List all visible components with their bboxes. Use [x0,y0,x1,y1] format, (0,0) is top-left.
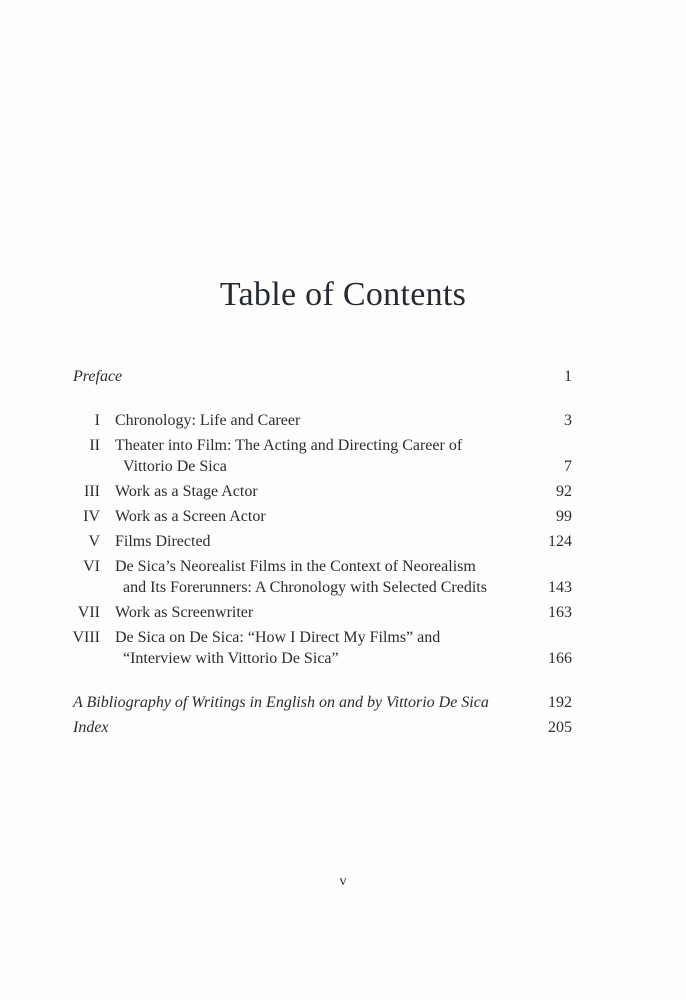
chapter-number: V [88,533,100,550]
chapter-title-line-2: “Interview with Vittorio De Sica” [123,650,339,667]
chapter-number: III [84,483,100,500]
chapter-title [115,531,211,552]
chapter-page: 92 [556,483,572,500]
chapter-title-line: Chronology: Life and Career [115,412,301,429]
chapter-number: VII [77,604,100,621]
chapter-number: VIII [72,629,100,646]
index-page: 205 [548,719,572,736]
chapter-number: IV [83,508,100,525]
chapter-title [115,506,266,527]
preface-label: Preface [73,368,123,385]
chapter-title [115,602,253,623]
chapter-title [115,556,487,596]
bibliography-label: A Bibliography of Writings in English on and by Vittorio De Sica [73,694,489,711]
chapter-page: 99 [556,508,572,525]
chapter-number: II [89,437,100,454]
chapter-page: 163 [548,604,572,621]
chapter-page: 166 [548,650,572,667]
chapter-title [115,627,441,667]
chapter-title-line: Theater into Film: The Acting and Directing Career of [115,437,463,454]
chapter-number: I [94,412,100,429]
chapter-page: 124 [548,533,572,550]
chapter-title-line: De Sica on De Sica: “How I Direct My Films” and [115,629,441,646]
chapter-page: 7 [564,458,572,475]
chapter-title-line-2: and Its Forerunners: A Chronology with Selected Credits [123,579,487,596]
chapter-page: 3 [564,412,572,429]
chapter-title-line: Work as Screenwriter [115,604,254,621]
chapter-page: 143 [548,579,572,596]
chapter-title-line-2: Vittorio De Sica [123,458,227,475]
chapter-title [115,481,258,502]
chapter-title-line: Work as a Screen Actor [115,508,266,525]
preface-page: 1 [564,368,572,385]
chapter-title [115,410,300,431]
chapter-title-line: Films Directed [115,533,211,550]
chapter-title-line: De Sica’s Neorealist Films in the Context of Neorealism [115,558,476,575]
page-title: Table of Contents [219,276,467,313]
page-folio: v [339,874,347,889]
index-label: Index [73,719,109,736]
chapter-title [115,435,463,475]
chapter-title-line: Work as a Stage Actor [115,483,258,500]
chapter-number: VI [83,558,100,575]
bibliography-page: 192 [548,694,572,711]
